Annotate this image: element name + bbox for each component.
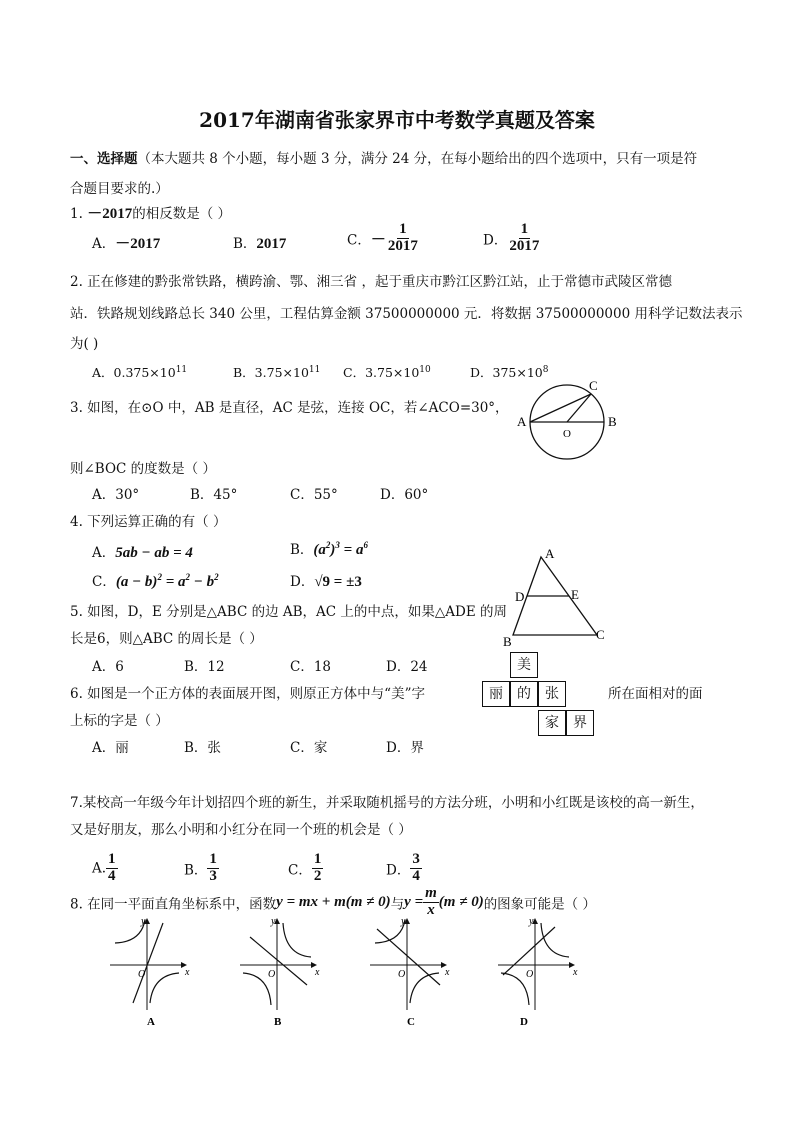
expr-part: − b [190,574,215,590]
q3-option-b: B．45° [190,487,238,503]
net-face-mei: 美 [510,652,538,678]
origin-label: O [398,969,406,980]
q1-option-b [233,232,286,253]
option-label: C． [347,232,371,249]
q8-line [70,886,596,919]
question-1 [70,202,231,223]
q4-option-d [290,570,362,591]
exponent: 2 [325,540,331,550]
numerator: 3 [412,851,420,867]
q4-option-a [92,541,193,562]
q8-mid: 与 [390,896,405,913]
expr-part: (a [313,542,326,558]
option-label: A． [92,236,116,252]
option-label: C． [92,574,116,590]
denominator: 2 [313,867,322,884]
q8-function-linear: y = mx + m(m ≠ 0) [276,893,391,910]
fraction [507,222,541,255]
expr-part: ) [330,542,336,558]
option-text: D．375×10 [470,365,543,380]
denominator: x [427,901,435,918]
origin-label: O [138,969,146,980]
label-b: B [503,634,512,649]
net-face-jia: 家 [538,710,566,736]
q2-option-a [92,363,187,381]
q7-line1: 7.某校高一年级今年计划招四个班的新生，并采取随机摇号的方法分班，小明和小红既是该校的高一新生， [70,795,704,811]
axis-y-label: y [529,916,534,927]
denominator: 2017 [509,237,540,254]
option-value: 5ab − ab = 4 [115,545,193,561]
expr-part: (a − b) [115,574,158,590]
label-a: A [545,546,555,561]
net-face-li: 丽 [482,681,510,707]
denominator: 4 [412,867,420,884]
axis-y-label: y [271,916,276,927]
graph-a [105,915,195,1030]
exponent: 11 [175,364,188,375]
q7-option-b [184,852,219,885]
q4-line: 4. 下列运算正确的有（ ） [70,514,227,530]
q6-line1: 6. 如图是一个正方体的表面展开图，则原正方体中与“美”字 [70,686,425,702]
option-label: A. [92,860,107,877]
denominator: 2017 [387,237,418,254]
section-desc-line2: 合题目要求的.） [70,181,169,197]
exponent: 2 [214,572,219,582]
q4-option-b [290,538,368,559]
option-sign: － [370,231,386,248]
fraction [410,852,422,885]
option-text: A．0.375×10 [92,365,176,380]
q3-line1: 3. 如图，在⊙O 中，AB 是直径，AC 是弦，连接 OC，若∠ACO=30°， [70,400,509,416]
label-b: B [608,414,617,429]
option-label: D． [386,862,411,879]
triangle-figure [498,545,618,650]
exponent: 2 [157,572,162,582]
exponent: 11 [308,364,321,375]
label-a: A [517,414,527,429]
section-heading: 一、选择题 [70,151,138,167]
graph-b [235,915,325,1030]
q4-option-c [92,570,219,591]
numerator: 1 [520,221,529,237]
fraction [386,222,420,255]
q6-line2: 上标的字是（ ） [70,713,169,729]
graph-label: A [147,1016,155,1028]
q8-function-fraction [423,886,439,919]
denominator: 3 [209,867,217,884]
option-label: C． [288,862,312,879]
q3-line2: 则∠BOC 的度数是（ ） [70,461,216,477]
axis-x-label: x [445,967,450,978]
graph-label: C [407,1016,415,1028]
graph-label: D [520,1016,528,1028]
label-e: E [571,587,579,602]
axis-x-label: x [185,967,190,978]
numerator: m [425,885,437,901]
section-desc-line1 [70,147,697,167]
q6-line1b: 所在面相对的面 [608,686,703,702]
q5-option-a: A．6 [92,659,124,675]
numerator: 1 [313,851,322,867]
option-text: B．3.75×10 [233,365,309,380]
exponent: 10 [419,364,431,375]
fraction [312,852,324,885]
q6-option-d: D．界 [386,740,424,756]
q6-option-b: B．张 [184,740,221,756]
q3-option-c: C．55° [290,487,338,503]
axis-y-label: y [141,916,146,927]
option-label: A． [92,545,116,561]
expr-part: = a [161,574,186,590]
numerator: 1 [209,851,217,867]
label-d: D [515,589,525,604]
q1-option-d [483,222,541,255]
expr-part: = a [339,542,364,558]
q5-option-c: C．18 [290,659,332,675]
net-face-jie: 界 [566,710,594,736]
option-text: C．3.75×10 [343,365,420,380]
section-desc: （本大题共 8 个小题，每小题 3 分，满分 24 分，在每小题给出的四个选项中，只有一项是符 [137,151,698,167]
q8-post: 的图象可能是（ ） [483,896,596,913]
q5-line1: 5. 如图，D，E 分别是△ABC 的边 AB，AC 上的中点，如果△ADE 的周 [70,604,507,620]
net-face-zhang: 张 [538,681,566,707]
q5-option-b: B．12 [184,659,225,675]
q6-option-c: C．家 [290,740,328,756]
option-value: 2017 [256,236,287,252]
option-label: B． [290,542,314,558]
net-face-de: 的 [510,681,538,707]
q7-line2: 又是好朋友，那么小明和小红分在同一个班的机会是（ ） [70,822,412,838]
origin-label: O [268,969,276,980]
q7-option-d [386,852,422,885]
q1-text: 的相反数是（ ） [132,206,231,222]
option-value: √9 = ±3 [314,574,362,590]
q7-option-c [288,852,323,885]
option-label: D． [290,574,315,590]
denominator: 4 [108,867,116,884]
exponent: 8 [542,364,549,375]
fraction [106,852,118,885]
q6-option-a: A．丽 [92,740,129,756]
segment-oc [567,394,591,422]
origin-label: O [526,969,534,980]
fraction [207,852,219,885]
label-o: O [563,428,571,440]
option-label: B． [233,236,257,252]
page-title: 2017年湖南省张家界市中考数学真题及答案 [199,108,595,132]
q2-line2: 站．铁路规划线路总长 340 公里，工程估算金额 37500000000 元．将数据 37500000000 用科学记数法表示 [70,306,743,322]
label-c: C [596,627,605,642]
q2-option-c [343,363,431,381]
numerator: 1 [108,851,116,867]
q3-option-d: D．60° [380,487,429,503]
option-label: B． [184,862,208,879]
q7-option-a [92,852,118,885]
q2-line3: 为( ) [70,336,99,352]
q8-pre: 8. 在同一平面直角坐标系中，函数 [70,896,277,913]
q2-option-b [233,363,320,381]
q1-option-c [347,222,420,255]
exponent: 3 [335,540,340,550]
graph-label: B [274,1016,282,1028]
q1-option-a [92,232,160,253]
q5-option-d: D．24 [386,659,428,675]
q5-line2: 长是6，则△ABC 的周长是（ ） [70,631,263,647]
option-value: －2017 [115,236,161,252]
graph-d [493,915,583,1030]
q8-function-cond: (m ≠ 0) [438,893,484,910]
q3-option-a: A．30° [92,487,140,503]
q8-function-lhs: y = [404,893,424,910]
axis-y-label: y [401,916,406,927]
axis-x-label: x [315,967,320,978]
exponent: 2 [185,572,190,582]
circle-figure [510,375,625,465]
q1-math: －2017 [87,206,133,222]
exponent: 6 [363,540,368,550]
option-label: D． [483,232,508,249]
label-c: C [589,378,598,393]
graph-c [365,915,455,1030]
axis-x-label: x [573,967,578,978]
question-number: 1. [70,206,83,222]
q2-line1: 2. 正在修建的黔张常铁路，横跨渝、鄂、湘三省 ，起于重庆市黔江区黔江站，止于常德市武陵区常德 [70,274,672,290]
numerator: 1 [399,221,407,237]
